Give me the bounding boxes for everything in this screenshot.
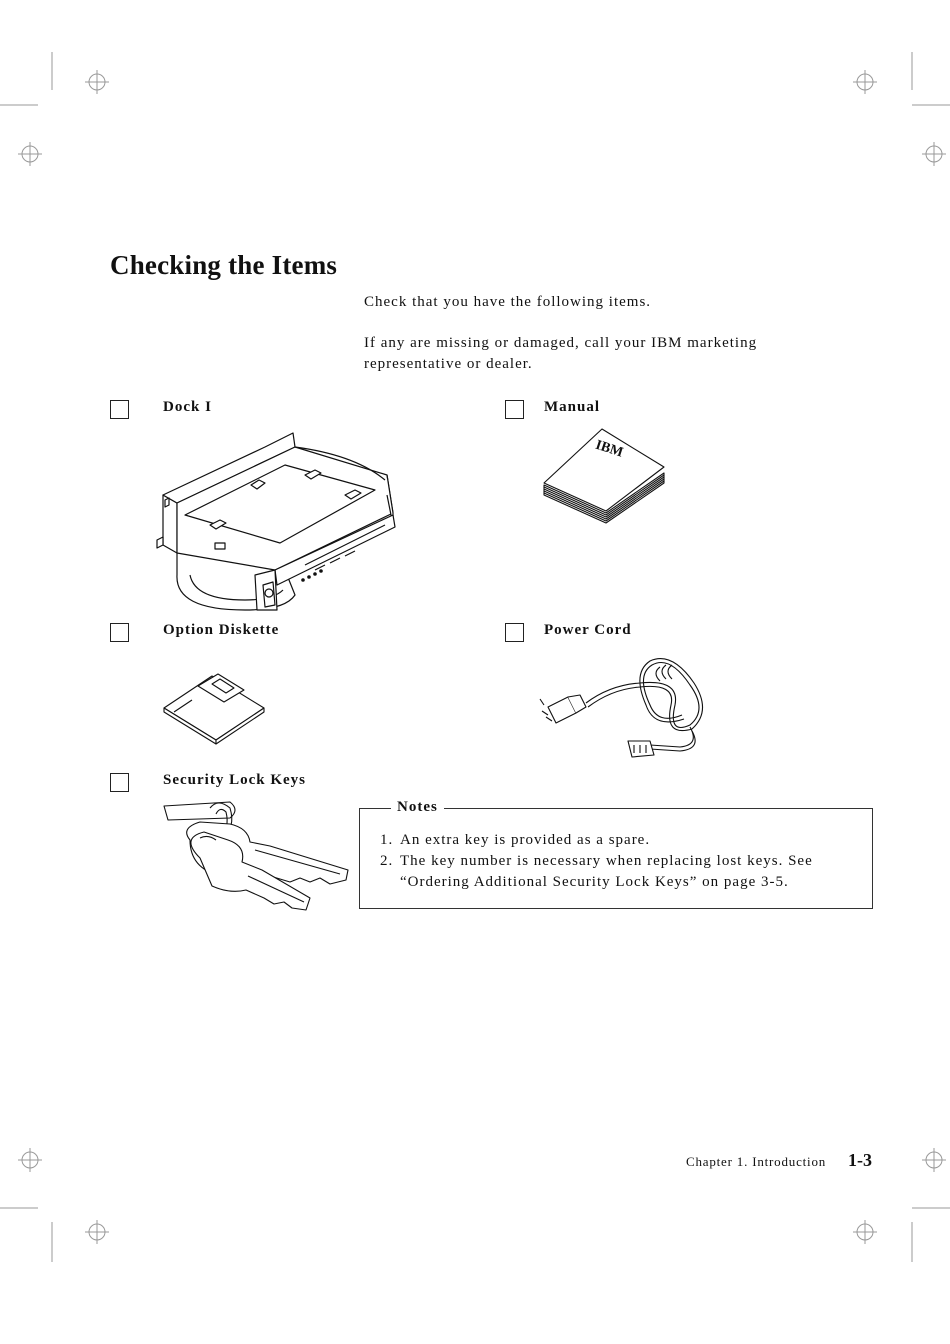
checkbox-option-diskette[interactable] <box>110 623 129 642</box>
intro-text-line: representative or dealer. <box>364 356 533 372</box>
keys-illustration <box>160 798 360 918</box>
item-label-power-cord: Power Cord <box>544 622 632 638</box>
note-number: 2. <box>380 853 394 869</box>
note-number: 1. <box>380 832 394 848</box>
checkbox-security-lock-keys[interactable] <box>110 773 129 792</box>
dock-illustration <box>155 425 400 615</box>
item-label-option-diskette: Option Diskette <box>163 622 280 638</box>
intro-text: Check that you have the following items. <box>364 294 652 310</box>
intro-text-line: If any are missing or damaged, call your IBM marketing <box>364 335 758 351</box>
note-text: An extra key is provided as a spare. <box>400 832 651 848</box>
footer-chapter: Chapter 1. Introduction <box>686 1154 827 1169</box>
note-text: The key number is necessary when replacing lost keys. See <box>400 853 813 869</box>
checkbox-manual[interactable] <box>505 400 524 419</box>
page-title: Checking the Items <box>110 250 338 280</box>
manual-illustration <box>540 425 670 520</box>
note-item-continuation <box>380 872 860 893</box>
item-label-manual: Manual <box>544 399 601 415</box>
checkbox-dock[interactable] <box>110 400 129 419</box>
checkbox-power-cord[interactable] <box>505 623 524 642</box>
note-text: “Ordering Additional Security Lock Keys” on page 3-5. <box>400 874 789 890</box>
diskette-illustration <box>160 672 270 747</box>
manual-logo: IBM <box>593 437 625 461</box>
notes-list <box>380 830 860 893</box>
item-label-security-lock-keys: Security Lock Keys <box>163 772 306 788</box>
item-label-dock: Dock I <box>163 399 212 415</box>
power-cord-illustration <box>540 645 710 765</box>
note-item <box>380 830 860 851</box>
page-number: 1-3 <box>848 1150 872 1170</box>
notes-title: Notes <box>391 799 444 816</box>
note-item <box>380 851 860 872</box>
